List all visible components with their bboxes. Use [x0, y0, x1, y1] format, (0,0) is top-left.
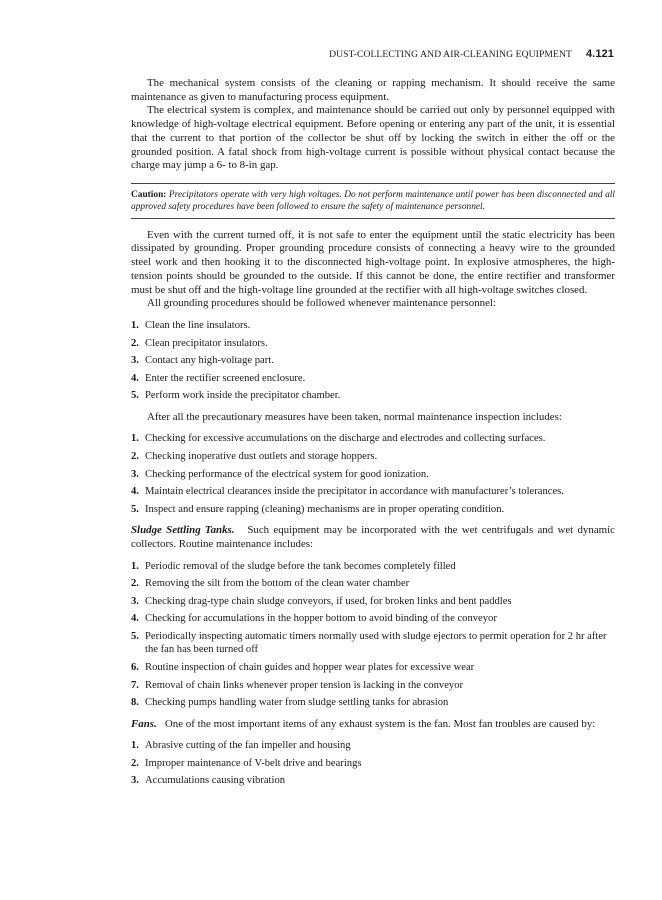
list-item-text: Maintain electrical clearances inside the precipitator in accordance with manufacturer’s tolerances. — [145, 486, 564, 498]
page-number: 4.121 — [585, 48, 614, 60]
list-item-text: Contact any high-voltage part. — [145, 355, 274, 367]
inspection-list — [131, 432, 615, 516]
running-header — [329, 48, 614, 60]
list-item — [131, 450, 615, 463]
list-item-number: 2. — [131, 451, 139, 463]
page-body — [131, 77, 615, 796]
list-item-number: 2. — [131, 757, 139, 769]
list-item-number: 5. — [131, 631, 139, 642]
list-item-text: Inspect and ensure rapping (cleaning) mechanisms are in proper operating condition. — [145, 503, 505, 515]
list-item-number: 1. — [131, 740, 139, 752]
list-item-text: Abrasive cutting of the fan impeller and housing — [145, 740, 351, 752]
list-item — [131, 679, 615, 692]
list-item — [131, 372, 615, 385]
sludge-text: Such equipment may be incorporated with the wet centrifugals and wet dynamic collectors. Routine maintenance includes: — [131, 524, 615, 550]
list-item-text: Enter the rectifier screened enclosure. — [145, 372, 306, 384]
list-item — [131, 739, 615, 752]
list-item-number: 7. — [131, 679, 139, 691]
list-item — [131, 661, 615, 674]
list-item-number: 1. — [131, 560, 139, 572]
list-item-text: Perform work inside the precipitator chamber. — [145, 390, 341, 402]
list-item-number: 2. — [131, 337, 139, 349]
list-item-number: 4. — [131, 486, 139, 498]
list-item — [131, 560, 615, 573]
list-item-number: 5. — [131, 503, 139, 515]
fans-list — [131, 739, 615, 788]
list-item-number: 3. — [131, 468, 139, 480]
fans-text: One of the most important items of any exhaust system is the fan. Most fan troubles are caused by: — [164, 717, 596, 730]
list-item-text: Accumulations causing vibration — [145, 775, 286, 787]
list-item-text: Checking drag-type chain sludge conveyors, if used, for broken links and bent paddles — [145, 595, 512, 607]
list-item — [131, 503, 615, 516]
list-item-text: Periodic removal of the sludge before the tank becomes completely filled — [145, 560, 456, 572]
list-item — [131, 774, 615, 787]
list-item — [131, 595, 615, 608]
fans-heading: Fans. — [131, 717, 157, 730]
list-item-number: 5. — [131, 390, 139, 402]
list-item-text: Routine inspection of chain guides and hopper wear plates for excessive wear — [145, 662, 475, 673]
list-item — [131, 354, 615, 367]
caution-box — [131, 183, 615, 219]
list-item — [131, 757, 615, 770]
sludge-list — [131, 560, 615, 710]
list-item — [131, 485, 615, 498]
list-item — [131, 612, 615, 625]
list-item-number: 6. — [131, 662, 139, 673]
list-item — [131, 337, 615, 350]
list-item-number: 4. — [131, 613, 139, 625]
list-item — [131, 432, 615, 445]
list-item-text: Checking performance of the electrical system for good ionization. — [145, 468, 429, 480]
running-title: DUST-COLLECTING AND AIR-CLEANING EQUIPMENT — [329, 49, 572, 60]
list-item-text: Removing the silt from the bottom of the clean water chamber — [145, 578, 410, 590]
list-item — [131, 389, 615, 402]
paragraph-grounding: Even with the current turned off, it is not safe to enter the equipment until the static electricity has been dissipated by grounding. Proper grounding procedure consists of connecting a heavy wire to the grounded steel work and then hooking it to the disconnected high-voltage point. In explosive atmospheres, the high-tension points should be grounded to the outside. If this cannot be done, the entire rectifier and transformer must be shut off and the high-voltage line grounded at the rectifier with all high-voltage switches closed. — [131, 228, 615, 296]
grounding-list — [131, 319, 615, 403]
paragraph-sludge-settling-tanks — [131, 524, 615, 551]
list-item-text: Clean the line insulators. — [145, 319, 251, 331]
list-item-number: 8. — [131, 697, 139, 709]
list-item-number: 4. — [131, 372, 139, 384]
paragraph-grounding-intro: All grounding procedures should be followed whenever maintenance personnel: — [147, 297, 497, 310]
paragraph-mechanical-system: The mechanical system consists of the cleaning or rapping mechanism. It should receive the same maintenance as given to manufacturing process equipment. — [131, 77, 615, 103]
list-item-number: 3. — [131, 355, 139, 367]
list-item-text: Periodically inspecting automatic timers normally used with sludge ejectors to permit operation for 2 hr after the fan has been turned off — [145, 631, 607, 656]
list-item-number: 2. — [131, 578, 139, 590]
list-item — [131, 577, 615, 590]
list-item-text: Checking pumps handling water from sludge settling tanks for abrasion — [145, 697, 449, 709]
caution-label: Caution: — [131, 189, 167, 200]
list-item-number: 1. — [131, 319, 139, 331]
list-item — [131, 696, 615, 709]
sludge-heading: Sludge Settling Tanks. — [131, 524, 235, 537]
list-item-text: Checking for excessive accumulations on the discharge and electrodes and collecting surfaces. — [145, 433, 546, 445]
list-item-text: Clean precipitator insulators. — [145, 337, 268, 349]
list-item — [131, 468, 615, 481]
list-item-text: Checking inoperative dust outlets and storage hoppers. — [145, 451, 378, 463]
paragraph-fans — [131, 718, 615, 732]
paragraph-inspection-intro: After all the precautionary measures have been taken, normal maintenance inspection includes: — [147, 410, 562, 423]
list-item-text: Checking for accumulations in the hopper bottom to avoid binding of the conveyor — [145, 613, 497, 625]
list-item-number: 3. — [131, 595, 139, 607]
list-item-number: 1. — [131, 433, 139, 445]
list-item-text: Removal of chain links whenever proper tension is lacking in the conveyor — [145, 679, 464, 691]
list-item-number: 3. — [131, 775, 139, 787]
list-item — [131, 630, 615, 657]
paragraph-electrical-system: The electrical system is complex, and maintenance should be carried out only by personnel equipped with knowledge of high-voltage electrical equipment. Before opening or entering any part of the unit, it is essential that the current to that portion of the collector be shut off by locking the switch in either the off or the grounded position. A fatal shock from high-voltage current is possible without physical contact because the charge may jump a 6- to 8-in gap. — [131, 104, 615, 172]
caution-text: Precipitators operate with very high voltages. Do not perform maintenance until power has been disconnected and all approved safety procedures have been followed to ensure the safety of maintenance personnel. — [131, 189, 615, 213]
list-item — [131, 319, 615, 332]
list-item-text: Improper maintenance of V-belt drive and bearings — [145, 757, 362, 769]
